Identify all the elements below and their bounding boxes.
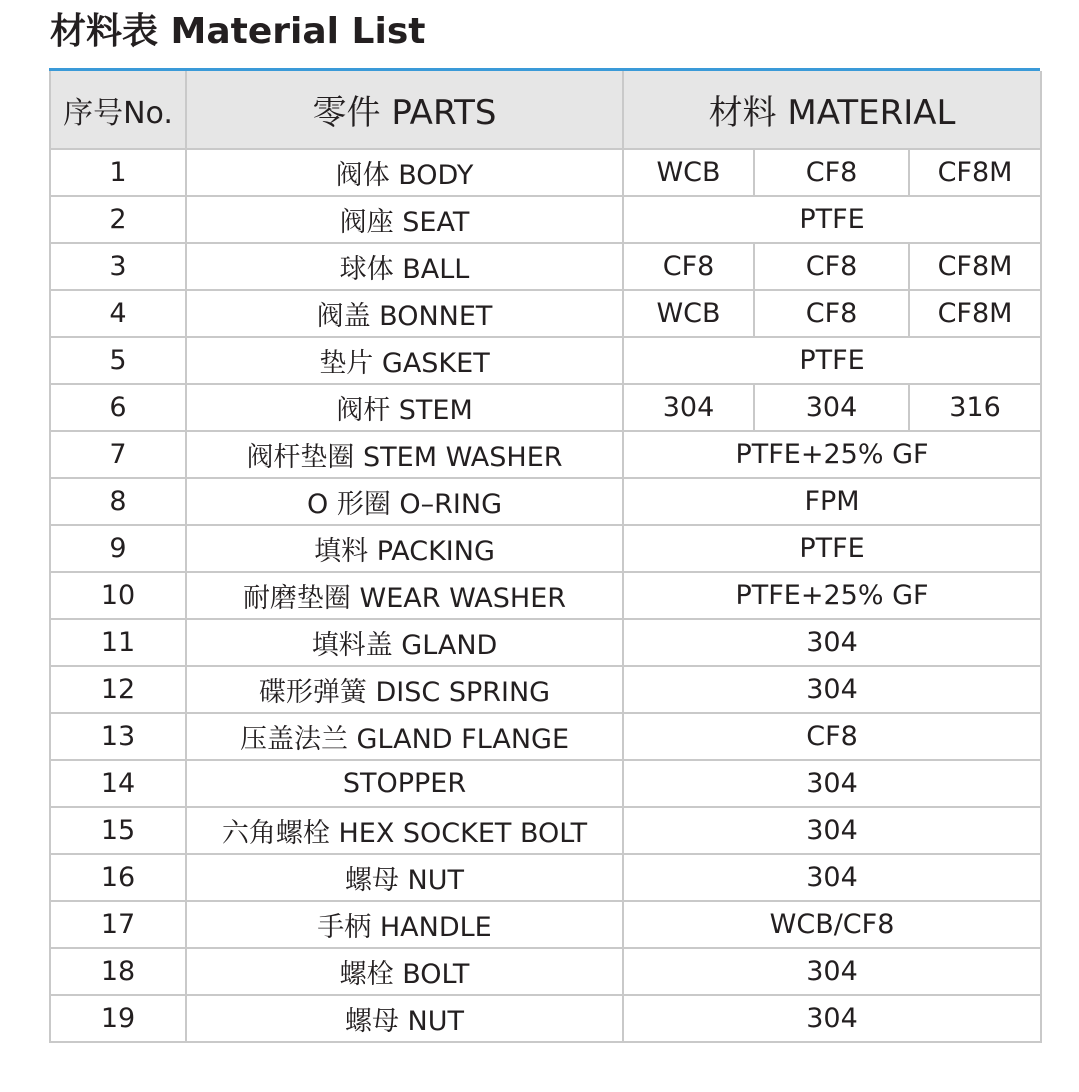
material-cell: 304 — [623, 666, 1041, 713]
part-name: 阀盖 BONNET — [186, 290, 623, 337]
row-number: 13 — [50, 713, 186, 760]
row-number: 18 — [50, 948, 186, 995]
table-row — [50, 196, 1041, 243]
material-cell: 304 — [754, 384, 909, 431]
material-cell: WCB — [623, 290, 754, 337]
header-no: 序号No. — [50, 71, 186, 149]
material-cell: PTFE — [623, 196, 1041, 243]
material-cell: 304 — [623, 995, 1041, 1042]
part-name: STOPPER — [186, 760, 623, 807]
part-name: 螺母 NUT — [186, 995, 623, 1042]
row-number: 1 — [50, 149, 186, 196]
material-cell: CF8 — [623, 713, 1041, 760]
row-number: 16 — [50, 854, 186, 901]
material-cell: 304 — [623, 807, 1041, 854]
page-title: 材料表 Material List — [50, 11, 426, 52]
row-number: 10 — [50, 572, 186, 619]
header-parts: 零件 PARTS — [186, 71, 623, 149]
row-number: 17 — [50, 901, 186, 948]
material-cell: PTFE+25% GF — [623, 572, 1041, 619]
material-cell: 304 — [623, 854, 1041, 901]
material-cell: CF8 — [754, 243, 909, 290]
row-number: 9 — [50, 525, 186, 572]
part-name: 六角螺栓 HEX SOCKET BOLT — [186, 807, 623, 854]
table-row — [50, 666, 1041, 713]
part-name: 垫片 GASKET — [186, 337, 623, 384]
material-cell: PTFE+25% GF — [623, 431, 1041, 478]
table-row — [50, 431, 1041, 478]
part-name: O 形圈 O–RING — [186, 478, 623, 525]
row-number: 4 — [50, 290, 186, 337]
part-name: 耐磨垫圈 WEAR WASHER — [186, 572, 623, 619]
row-number: 2 — [50, 196, 186, 243]
header-material: 材料 MATERIAL — [623, 71, 1041, 149]
part-name: 螺栓 BOLT — [186, 948, 623, 995]
material-cell: CF8 — [754, 290, 909, 337]
part-name: 填料 PACKING — [186, 525, 623, 572]
part-name: 填料盖 GLAND — [186, 619, 623, 666]
table-row — [50, 337, 1041, 384]
row-number: 11 — [50, 619, 186, 666]
part-name: 阀杆垫圈 STEM WASHER — [186, 431, 623, 478]
table-row — [50, 807, 1041, 854]
material-cell: 304 — [623, 384, 754, 431]
table-row — [50, 713, 1041, 760]
row-number: 7 — [50, 431, 186, 478]
material-cell: CF8 — [754, 149, 909, 196]
table-row — [50, 478, 1041, 525]
table-row — [50, 243, 1041, 290]
table-row — [50, 384, 1041, 431]
part-name: 压盖法兰 GLAND FLANGE — [186, 713, 623, 760]
part-name: 阀座 SEAT — [186, 196, 623, 243]
part-name: 阀体 BODY — [186, 149, 623, 196]
part-name: 碟形弹簧 DISC SPRING — [186, 666, 623, 713]
table-row — [50, 948, 1041, 995]
part-name: 手柄 HANDLE — [186, 901, 623, 948]
material-cell: 304 — [623, 760, 1041, 807]
material-cell: FPM — [623, 478, 1041, 525]
material-cell: CF8M — [909, 149, 1041, 196]
table-body — [50, 149, 1041, 1042]
part-name: 阀杆 STEM — [186, 384, 623, 431]
row-number: 12 — [50, 666, 186, 713]
material-cell: PTFE — [623, 337, 1041, 384]
part-name: 螺母 NUT — [186, 854, 623, 901]
material-cell: WCB/CF8 — [623, 901, 1041, 948]
material-cell: 304 — [623, 948, 1041, 995]
material-cell: WCB — [623, 149, 754, 196]
table-row — [50, 760, 1041, 807]
table-row — [50, 995, 1041, 1042]
table-row — [50, 901, 1041, 948]
table-row — [50, 149, 1041, 196]
table-row — [50, 525, 1041, 572]
material-cell: 304 — [623, 619, 1041, 666]
material-table — [49, 71, 1042, 1043]
material-cell: CF8M — [909, 290, 1041, 337]
row-number: 15 — [50, 807, 186, 854]
row-number: 19 — [50, 995, 186, 1042]
table-row — [50, 290, 1041, 337]
material-cell: PTFE — [623, 525, 1041, 572]
table-row — [50, 572, 1041, 619]
row-number: 14 — [50, 760, 186, 807]
material-cell: CF8M — [909, 243, 1041, 290]
row-number: 3 — [50, 243, 186, 290]
table-header-row — [50, 71, 1041, 149]
table-row — [50, 854, 1041, 901]
row-number: 5 — [50, 337, 186, 384]
row-number: 8 — [50, 478, 186, 525]
table-row — [50, 619, 1041, 666]
material-cell: CF8 — [623, 243, 754, 290]
material-cell: 316 — [909, 384, 1041, 431]
part-name: 球体 BALL — [186, 243, 623, 290]
row-number: 6 — [50, 384, 186, 431]
